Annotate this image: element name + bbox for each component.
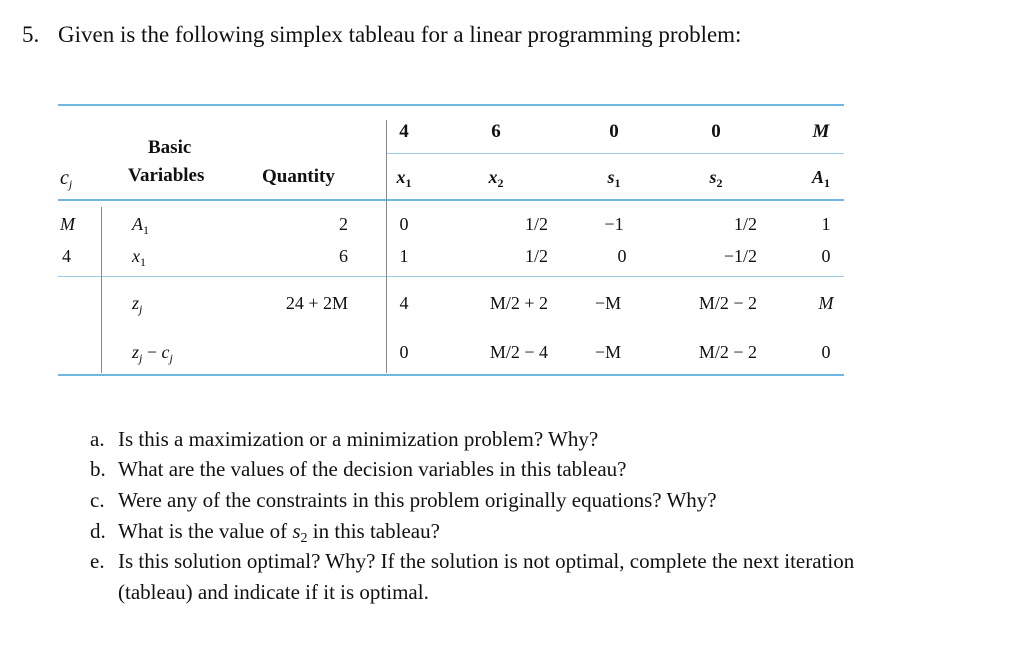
header-quantity: Quantity (262, 166, 335, 187)
header-cj: $c_j$ (60, 167, 73, 191)
row2-basic: $x_1$ (132, 246, 146, 269)
row1-cj: M (60, 214, 75, 234)
zj-minus-cj-x2: M/2 − 4 (489, 342, 548, 362)
header-basic-line2: Variables (128, 165, 205, 186)
row1-s2: 1/2 (733, 214, 757, 234)
row1-x1: 0 (399, 214, 409, 234)
zj-x2: M/2 + 2 (489, 293, 548, 313)
zj-minus-cj-s2: M/2 − 2 (698, 342, 757, 362)
row2-a1: 0 (821, 246, 831, 266)
question-d: d. What is the value of $s_2$ in this tableau? (90, 519, 440, 546)
row1-s1: −1 (604, 214, 624, 234)
objective-coeff-s1: 0 (609, 121, 619, 142)
zj-x1: 4 (399, 293, 409, 313)
zj-s2: M/2 − 2 (698, 293, 757, 313)
row1-basic: $A_1$ (132, 214, 149, 237)
header-bottom-rule (58, 199, 844, 201)
body-bottom-rule (58, 276, 844, 277)
zj-quantity: 24 + 2M (285, 293, 348, 313)
row1-a1: 1 (821, 214, 831, 234)
row2-s2: −1/2 (723, 246, 757, 266)
objective-coeff-a1: M (812, 121, 830, 142)
objective-coeff-s2: 0 (711, 121, 721, 142)
table-top-rule (58, 104, 844, 106)
column-s2: $s_2$ (709, 167, 723, 190)
table-bottom-rule (58, 374, 844, 376)
column-x1: $x_1$ (396, 167, 412, 190)
row2-s1: 0 (617, 246, 627, 266)
question-c: c. Were any of the constraints in this problem originally equations? Why? (90, 488, 717, 512)
header-basic-line1: Basic (148, 137, 192, 158)
zj-minus-cj-x1: 0 (399, 342, 409, 362)
column-s1: $s_1$ (607, 167, 621, 190)
zj-minus-cj-label: $z_j - c_j$ (132, 342, 173, 365)
table-left-divider (101, 207, 102, 373)
row2-x2: 1/2 (524, 246, 548, 266)
question-e-continuation: (tableau) and indicate if it is optimal. (118, 580, 429, 604)
row2-cj: 4 (62, 246, 71, 266)
problem-number: 5. (22, 22, 40, 47)
zj-s1: −M (594, 293, 622, 313)
problem-statement (22, 22, 741, 48)
column-a1: $A_1$ (811, 167, 831, 190)
zj-a1: M (818, 293, 834, 313)
row2-quantity: 6 (339, 246, 348, 266)
question-a: a. Is this a maximization or a minimization problem? Why? (90, 427, 599, 451)
row1-quantity: 2 (339, 214, 348, 234)
table-quantity-divider (386, 120, 387, 373)
row2-x1: 1 (399, 246, 409, 266)
column-x2: $x_2$ (488, 167, 504, 190)
header-mid-rule (386, 153, 844, 154)
objective-coeff-x2: 6 (491, 121, 501, 142)
zj-label: $z_j$ (132, 293, 143, 316)
question-e: e. Is this solution optimal? Why? If the solution is not optimal, complete the next iteration (90, 549, 855, 573)
question-b: b. What are the values of the decision variables in this tableau? (90, 457, 627, 481)
objective-coeff-x1: 4 (399, 121, 409, 142)
problem-text: Given is the following simplex tableau for a linear programming problem: (58, 22, 742, 47)
row1-x2: 1/2 (524, 214, 548, 234)
zj-minus-cj-a1: 0 (821, 342, 831, 362)
zj-minus-cj-s1: −M (594, 342, 622, 362)
